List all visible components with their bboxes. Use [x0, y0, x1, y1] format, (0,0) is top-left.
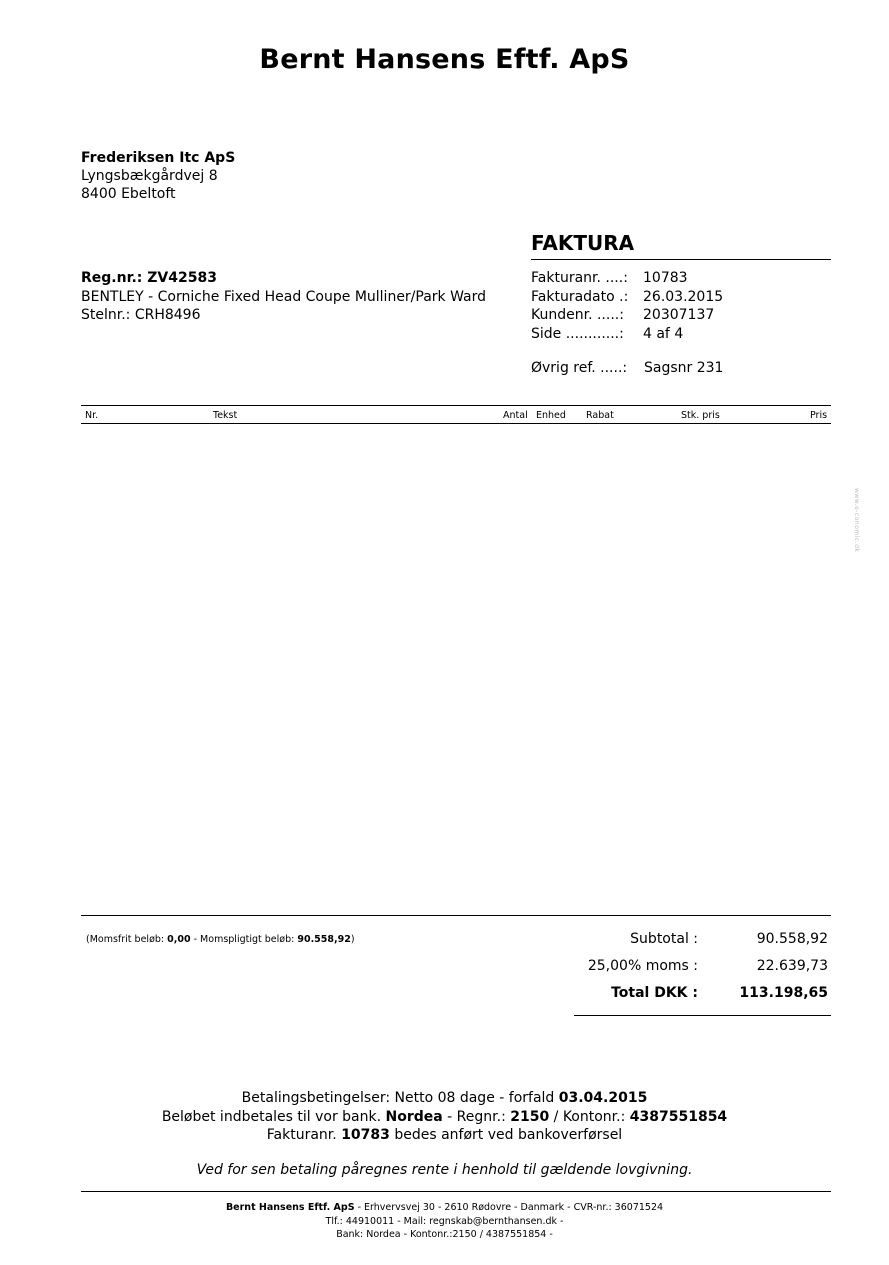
subtotal-value: 90.558,92 [756, 931, 828, 947]
col-header-tekst: Tekst [213, 410, 238, 421]
title-divider [531, 259, 831, 260]
payment-terms-line [0, 1089, 889, 1108]
footer-line-3: Bank: Nordea - Kontonr.:2150 / 4387551854 - [336, 1229, 553, 1240]
footer-line-1 [0, 1201, 889, 1215]
vat-note-open: (Momsfrit beløb: [86, 934, 168, 945]
col-header-rabat: Rabat [586, 410, 614, 421]
col-header-pris: Pris [810, 410, 828, 421]
meta-label: Kundenr. .....: [531, 307, 624, 323]
footer [0, 1201, 889, 1242]
vehicle-info [81, 269, 486, 325]
invoice-meta [531, 269, 723, 343]
regnr-label: - Regnr.: [442, 1108, 511, 1125]
recipient-street: Lyngsbækgårdvej 8 [81, 168, 218, 184]
payment-terms-text: Betalingsbetingelser: Netto 08 dage - forfald [241, 1090, 559, 1106]
col-header-nr: Nr. [85, 410, 99, 421]
meta-row-invoice-number [531, 269, 723, 288]
meta-row-page [531, 325, 723, 344]
meta-value: 26.03.2015 [643, 288, 724, 305]
vehicle-model: BENTLEY - Corniche Fixed Head Coupe Mulliner/Park Ward [81, 288, 487, 305]
konto-label: / Kontonr.: [549, 1108, 630, 1125]
subtotal-label: Subtotal : [630, 931, 698, 947]
meta-value: 20307137 [643, 307, 715, 323]
meta-row-customer-number [531, 306, 723, 325]
totals-bottom-rule [574, 1015, 831, 1016]
recipient-address [81, 149, 235, 203]
payment-terms [0, 1089, 889, 1145]
vehicle-chassis: Stelnr.: CRH8496 [81, 307, 201, 323]
payment-bank-line [0, 1108, 889, 1127]
vat-note [86, 934, 355, 945]
regnr-value: 2150 [510, 1108, 550, 1125]
ref-suffix: bedes anført ved bankoverførsel [389, 1127, 623, 1143]
vat-label: 25,00% moms : [587, 958, 698, 974]
meta-label: Øvrig ref. .....: [531, 360, 628, 376]
vat-note-close: ) [350, 934, 355, 945]
konto-value: 4387551854 [629, 1108, 728, 1125]
meta-value: Sagsnr 231 [644, 360, 724, 376]
meta-label: Fakturadato .: [531, 288, 629, 305]
payment-ref-line [0, 1126, 889, 1145]
total-value: 113.198,65 [739, 985, 828, 1001]
col-header-antal: Antal [503, 410, 528, 421]
vat-taxable-amount: 90.558,92 [297, 934, 351, 945]
ref-invoice-number: 10783 [341, 1127, 390, 1143]
vat-value: 22.639,73 [756, 958, 828, 974]
meta-label: Side ............: [531, 325, 624, 342]
bank-name: Nordea [385, 1108, 443, 1125]
col-header-enhed: Enhed [536, 410, 566, 421]
due-date: 03.04.2015 [558, 1090, 648, 1106]
side-watermark: www.e-conomic.dk [853, 488, 860, 553]
company-title: Bernt Hansens Eftf. ApS [259, 44, 630, 75]
vat-free-amount: 0,00 [167, 934, 191, 945]
late-payment-note: Ved for sen betaling påregnes rente i henhold til gældende lovgivning. [196, 1162, 693, 1178]
meta-value: 4 af 4 [643, 325, 684, 342]
totals-top-rule [81, 915, 831, 916]
footer-line-2: Tlf.: 44910011 - Mail: regnskab@bernthansen.dk - [325, 1215, 564, 1227]
col-header-stk-pris: Stk. pris [681, 410, 720, 421]
total-label: Total DKK : [611, 985, 698, 1001]
meta-label: Fakturanr. ....: [531, 270, 628, 286]
document-title: FAKTURA [531, 231, 635, 255]
footer-company: Bernt Hansens Eftf. ApS [225, 1202, 355, 1213]
meta-row-other-ref [531, 360, 723, 376]
recipient-name: Frederiksen Itc ApS [81, 150, 236, 166]
footer-address: - Erhvervsvej 30 - 2610 Rødovre - Danmark - CVR-nr.: 36071524 [354, 1202, 664, 1213]
bank-prefix: Beløbet indbetales til vor bank. [161, 1108, 386, 1125]
table-header-bottom-rule [81, 423, 831, 424]
footer-rule [81, 1191, 831, 1192]
table-header-top-rule [81, 405, 831, 406]
ref-prefix: Fakturanr. [266, 1127, 342, 1143]
meta-row-invoice-date [531, 288, 723, 307]
vat-note-mid: - Momspligtigt beløb: [190, 934, 298, 945]
meta-value: 10783 [643, 270, 688, 286]
vehicle-reg: Reg.nr.: ZV42583 [81, 270, 217, 286]
recipient-city: 8400 Ebeltoft [81, 186, 176, 202]
